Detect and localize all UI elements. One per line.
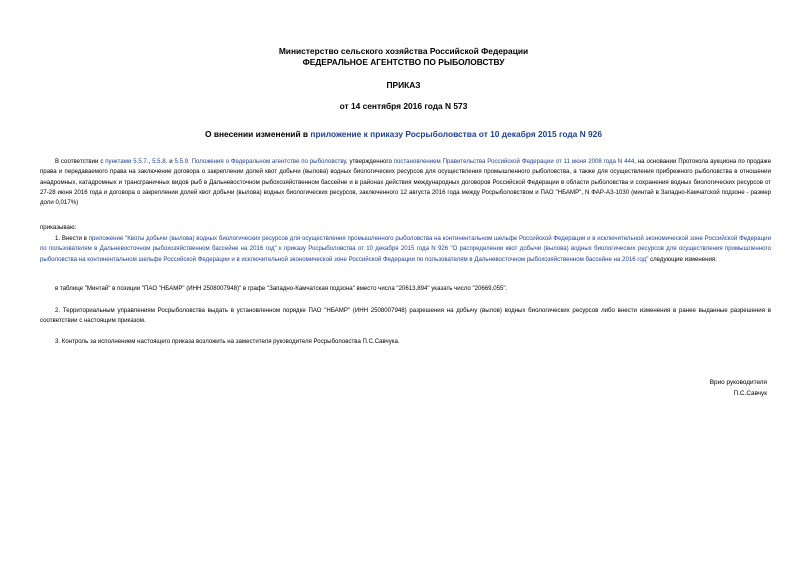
table-change-paragraph: в таблице "Минтай" в позиции "ПАО "НБАМР" (ИНН 2508007948)" в графе "Западно-Камчатская подзона" вместо числа "20613,894" указать число "20669,055". xyxy=(55,285,508,292)
basis-text-3: и xyxy=(167,158,175,165)
basis-text-2: , xyxy=(148,158,153,165)
signature-title: Врио руководителя xyxy=(709,379,767,386)
basis-link-clause-557[interactable]: пунктами 5.5.7. xyxy=(105,158,149,165)
subject-link[interactable]: приложение к приказу Росрыболовства от 10 декабря 2015 года N 926 xyxy=(310,129,602,139)
signature-name: П.С.Савчук xyxy=(733,390,767,397)
document-type: ПРИКАЗ xyxy=(386,80,421,90)
agency-name: ФЕДЕРАЛЬНОЕ АГЕНТСТВО ПО РЫБОЛОВСТВУ xyxy=(302,57,505,67)
item-1-appendix-link[interactable]: приложение "Квоты добычи (вылова) водных биологических ресурсов для осуществления промышленного рыболовства на континентальном шельфе Российской Федерации и в исключительной экономической зоне Российской Федерации по пользователям в Дальневосточном рыбохозяйственном бассейне на 2016 год" к приказу Росрыболовства от 10 декабря 2015 года N 926 "О распределении квот добычи (вылова) водных биологических ресурсов для осуществления промышленного рыболовства на континентальном шельфе Российской Федерации и в исключительной экономической зоне Российской Федерации по пользователям в Дальневосточном рыбохозяйственном бассейне на 2016 год" xyxy=(40,235,771,263)
basis-paragraph xyxy=(40,157,771,208)
item-1-text-2: следующие изменения: xyxy=(648,255,717,263)
item-3-paragraph: 3. Контроль за исполнением настоящего приказа возложить на заместителя руководителя Росрыболовства П.С.Савчука. xyxy=(55,338,400,345)
subject-prefix: О внесении изменений в xyxy=(204,129,311,139)
document-date-number: от 14 сентября 2016 года N 573 xyxy=(339,101,468,111)
item-1-text-1: 1. Внести в xyxy=(55,235,89,242)
document-subject xyxy=(0,129,807,139)
basis-text-1: В соответствии с xyxy=(55,158,106,165)
basis-link-regulation[interactable]: 5.5.9. Положения о Федеральном агентстве по рыболовству xyxy=(174,158,346,165)
basis-text-5: , на основании Протокола аукциона по продаже права и передаваемого права на заключение договора о закреплении долей квот добычи (вылова) водных биологических ресурсов для осуществления промышленного рыболовства, а также для осуществления прибрежного рыболовства в отношении анадромных, катадромных и трансграничных видов рыб в Дальневосточном рыбохозяйственном бассейне и в районах действия международных договоров Российской Федерации в области рыболовства и сохранения водных биологических ресурсов от 27-28 июня 2016 года и договора о закреплении долей квот добычи (вылова) водных биологических ресурсов, заключенного 12 августа 2016 года между Росрыболовством и ПАО "НБАМР", N ФАР-АЗ-1030 (минтай в Западно-Камчатской подзоне - размер доли 0,017%) xyxy=(40,158,772,207)
ministry-name: Министерство сельского хозяйства Российской Федерации xyxy=(278,46,529,56)
item-1-paragraph xyxy=(40,234,771,265)
basis-link-resolution[interactable]: постановлением Правительства Российской Федерации от 11 июня 2008 года N 444 xyxy=(393,158,635,165)
basis-link-clause-558[interactable]: 5.5.8. xyxy=(152,158,168,165)
item-2-paragraph: 2. Территориальным управлениям Росрыболовства выдать в установленном порядке ПАО "НБАМР" (ИНН 2508007948) разрешения на добычу (вылов) водных биологических ресурсов либо внести изменения в ранее выданные разрешения в соответствии с настоящим приказом. xyxy=(40,307,771,325)
basis-text-4: , утвержденного xyxy=(345,158,394,165)
order-word: приказываю: xyxy=(40,224,77,231)
